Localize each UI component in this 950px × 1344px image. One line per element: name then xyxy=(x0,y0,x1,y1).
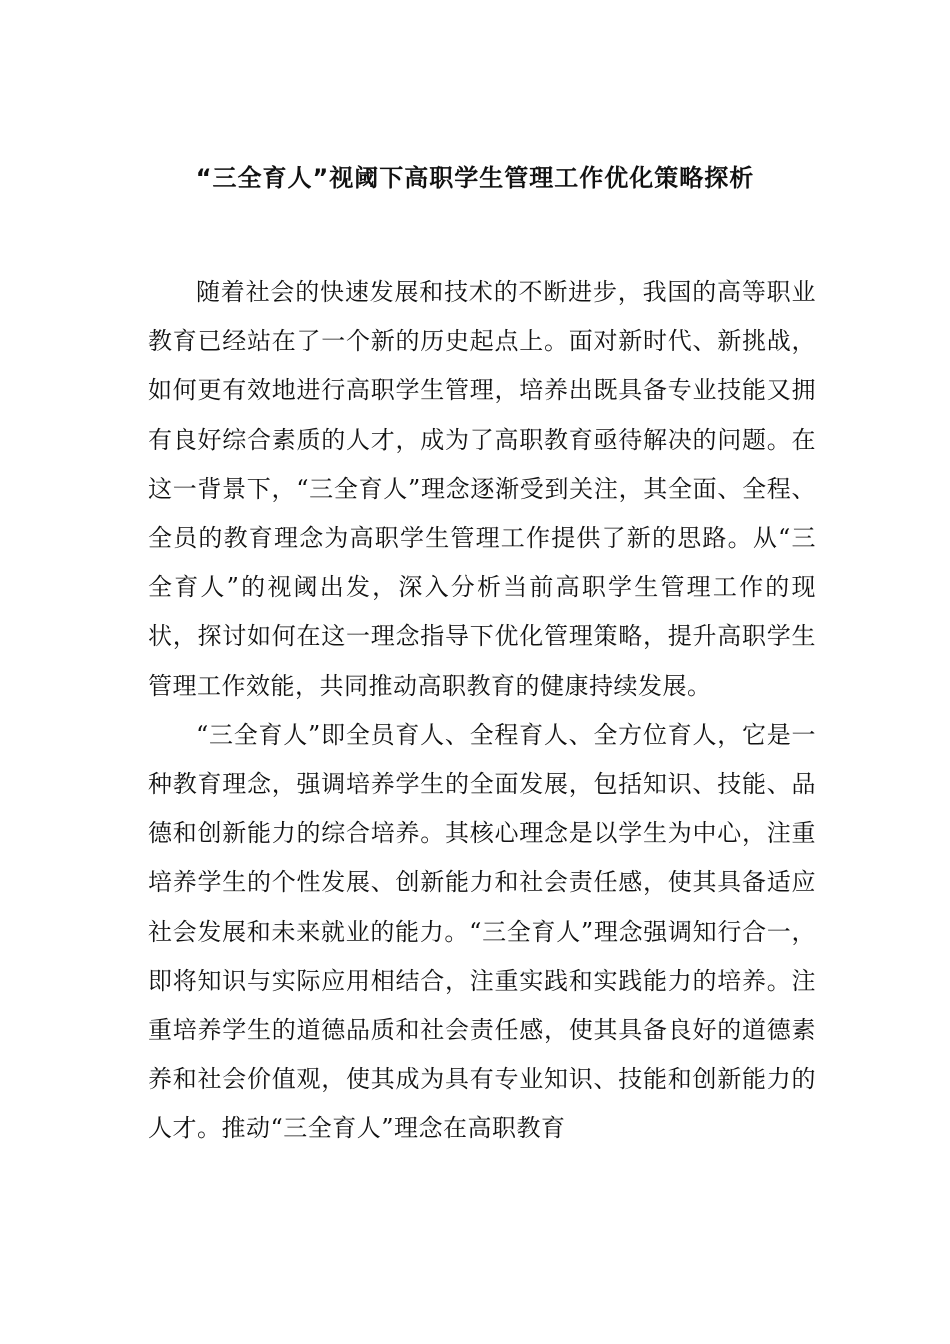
document-body xyxy=(148,268,816,1154)
document-title: “三全育人”视阈下高职学生管理工作优化策略探析 xyxy=(195,164,755,192)
paragraph-intro: 随着社会的快速发展和技术的不断进步，我国的高等职业教育已经站在了一个新的历史起点上。面对新时代、新挑战，如何更有效地进行高职学生管理，培养出既具备专业技能又拥有良好综合素质的人才，成为了高职教育亟待解决的问题。在这一背景下，“三全育人”理念逐渐受到关注，其全面、全程、全员的教育理念为高职学生管理工作提供了新的思路。从“三全育人”的视阈出发，深入分析当前高职学生管理工作的现状，探讨如何在这一理念指导下优化管理策略，提升高职学生管理工作效能，共同推动高职教育的健康持续发展。 xyxy=(148,278,816,700)
paragraph-concept: “三全育人”即全员育人、全程育人、全方位育人，它是一种教育理念，强调培养学生的全面发展，包括知识、技能、品德和创新能力的综合培养。其核心理念是以学生为中心，注重培养学生的个性发展、创新能力和社会责任感，使其具备适应社会发展和未来就业的能力。“三全育人”理念强调知行合一，即将知识与实际应用相结合，注重实践和实践能力的培养。注重培养学生的道德品质和社会责任感，使其具备良好的道德素养和社会价值观，使其成为具有专业知识、技能和创新能力的人才。推动“三全育人”理念在高职教育 xyxy=(148,720,816,1143)
